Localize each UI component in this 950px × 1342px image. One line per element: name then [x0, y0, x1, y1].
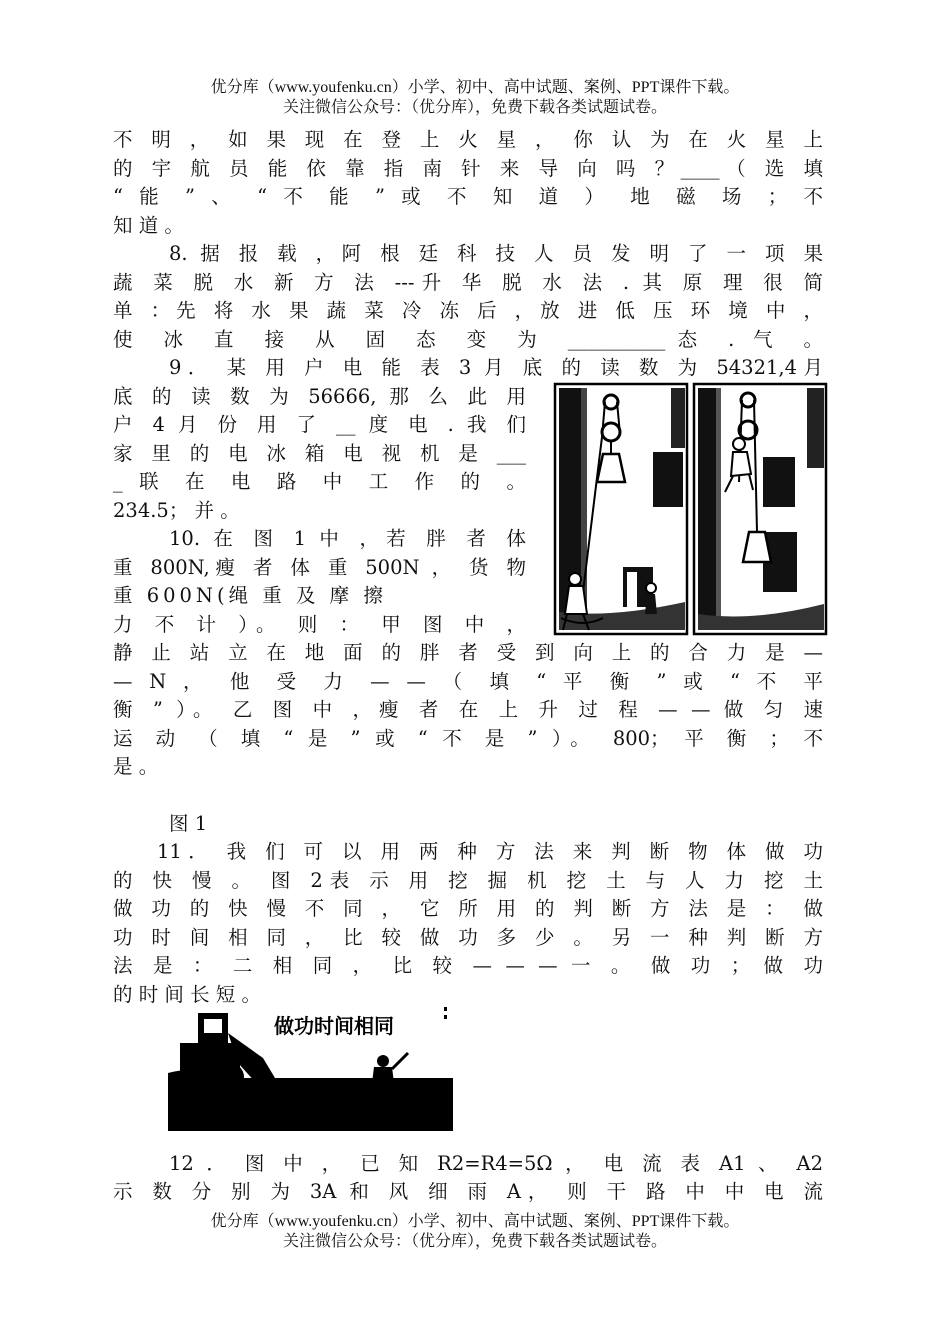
- text-line: 重 800N,瘦 者 体 重 500N ， 货 物: [113, 556, 526, 579]
- text-line: 底 的 读 数 为 56666, 那 么 此 用: [113, 385, 526, 408]
- text-line: “ 能 ” 、 “ 不 能 ” 或 不 知 道 ） 地 磁 场 ； 不: [113, 185, 823, 208]
- text-line: 使 冰 直 接 从 固 态 变 为 __________态 . 气 。: [113, 328, 823, 351]
- figure-1-label: 图 1: [169, 812, 208, 835]
- text-line: 静 止 站 立 在 地 面 的 胖 者 受 到 向 上 的 合 力 是 —: [113, 641, 823, 664]
- text-line: 知 道 。: [113, 214, 184, 237]
- text-line: 衡 ” ）。 乙 图 中 ，瘦 者 在 上 升 过 程 — — 做 匀 速: [113, 698, 823, 721]
- text-line: 234.5； 并 。: [113, 499, 240, 522]
- header-line-1: 优分库（www.youfenku.cn）小学、初中、高中试题、案例、PPT课件下载。: [210, 79, 740, 96]
- figure-1-pulley-illustration: [553, 382, 828, 636]
- text-line: 单 ：先 将 水 果 蔬 菜 冷 冻 后 ，放 进 低 压 环 境 中 ，: [113, 299, 823, 322]
- text-line: 9． 某 用 户 电 能 表 3 月 底 的 读 数 为 54321,4月: [169, 356, 823, 379]
- text-line: 是 。: [113, 755, 159, 778]
- text-line: 功 时 间 相 同 ， 比 较 做 功 多 少 。 另 一 种 判 断 方: [113, 926, 823, 949]
- text-line: 8. 据 报 载 ，阿 根 廷 科 技 人 员 发 明 了 一 项 果: [169, 242, 823, 265]
- figure-2-caption: 做功时间相同: [274, 1014, 394, 1038]
- text-line: 蔬 菜 脱 水 新 方 法 ---升 华 脱 水 法 . 其 原 理 很 简: [113, 271, 823, 294]
- text-line: 的 时 间 长 短 。: [113, 983, 261, 1006]
- header-line-2: 关注微信公众号：（优分库），免费下载各类试题试卷。: [282, 99, 667, 116]
- footer-line-1: 优分库（www.youfenku.cn）小学、初中、高中试题、案例、PPT课件下载。: [210, 1213, 740, 1230]
- text-line: 力 不 计 ）。 则 ： 甲 图 中 ，: [113, 613, 526, 636]
- text-line: 运 动 （ 填 “ 是 ” 或 “ 不 是 ” ）。 800； 平 衡 ； 不: [113, 727, 823, 750]
- text-line: 的 快 慢 。 图 2表 示 用 挖 掘 机 挖 土 与 人 力 挖 土: [113, 869, 823, 892]
- footer-line-2: 关注微信公众号：（优分库），免费下载各类试题试卷。: [282, 1233, 667, 1250]
- text-line: 12 ． 图 中 ， 已 知 R2=R4=5Ω ， 电 流 表 A1 、 A2: [169, 1152, 823, 1175]
- text-line: 做 功 的 快 慢 不 同 ， 它 所 用 的 判 断 方 法 是 ： 做: [113, 897, 823, 920]
- text-line: 户 4 月 份 用 了 __ 度 电 . 我 们: [113, 413, 526, 436]
- text-line: 示 数 分 别 为 3A 和 风 细 雨 A， 则 干 路 中 中 电 流: [113, 1180, 823, 1203]
- page-header: [0, 78, 950, 118]
- text-line: 10. 在 图 1 中 ，若 胖 者 体: [169, 527, 526, 550]
- page-footer: [0, 1212, 950, 1252]
- text-line: — N ， 他 受 力 — — （ 填 “ 平 衡 ” 或 “ 不 平: [113, 670, 823, 693]
- text-line: _ 联 在 电 路 中 工 作 的 。: [113, 470, 526, 493]
- text-line: 的 宇 航 员 能 依 靠 指 南 针 来 导 向 吗 ？____（ 选 填: [113, 157, 823, 180]
- text-line: 重 600N(绳 重 及 摩 擦: [113, 584, 387, 607]
- text-line: 11． 我 们 可 以 用 两 种 方 法 来 判 断 物 体 做 功: [157, 840, 823, 863]
- text-line: 法 是 ： 二 相 同 ， 比 较 — — — 一 。 做 功 ； 做 功: [113, 954, 823, 977]
- text-line: 不 明 ， 如 果 现 在 登 上 火 星 ， 你 认 为 在 火 星 上: [113, 128, 823, 151]
- figure-2-excavator-illustration: [168, 1003, 453, 1131]
- text-line: 家 里 的 电 冰 箱 电 视 机 是 ___: [113, 442, 526, 465]
